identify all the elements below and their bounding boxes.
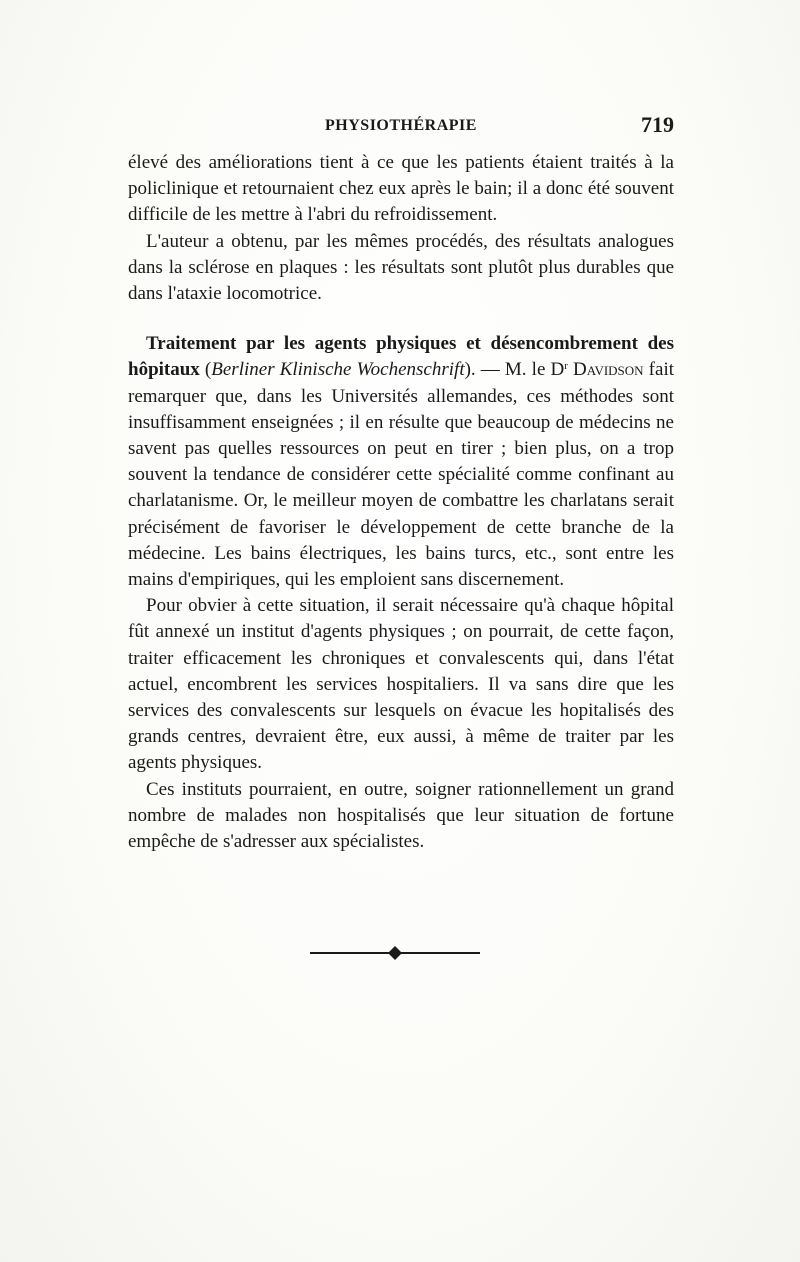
paragraph-4: Pour obvier à cette situation, il serait nécessaire qu'à chaque hôpital fût annexé un institut d'agents physiques ; on pourrait, de cette façon, traiter efficacement les chroniques et convalescents qui, dans l'état actuel, encombrent les services hospitaliers. Il va sans dire que les services des convalescents sur lesquels on évacue les hopitalisés des grands centres, devraient être, eux aussi, à même de traiter par les agents physiques. xyxy=(128,595,674,774)
source-open-paren: ( xyxy=(199,359,212,381)
author-name: Davidson xyxy=(567,359,644,381)
running-title: PHYSIOTHÉRAPIE xyxy=(325,117,477,134)
dr-superscript: r xyxy=(564,360,568,373)
diamond-rule-icon xyxy=(310,943,480,963)
page-number: 719 xyxy=(641,112,674,137)
paragraph-1: élevé des améliorations tient à ce que les patients étaient traités à la policlinique et retournaient chez eux après le bain; il a donc été souvent difficile de les mettre à l'abri du refroidissement. xyxy=(128,152,674,226)
paragraph-2: L'auteur a obtenu, par les mêmes procédés, des résultats analogues dans la sclérose en plaques : les résultats sont plutôt plus durables que dans l'ataxie locomotrice. xyxy=(128,230,674,305)
section-title: Traitement par les agents physiques et désencombrement des hôpitaux xyxy=(128,333,674,381)
source-journal: Berliner Klinische Wochenschrift xyxy=(211,359,465,381)
paragraph-5: Ces instituts pourraient, en outre, soigner rationnellement un grand nombre de malades non hospitalisés que leur situation de fortune empêche de s'adresser aux spécialistes. xyxy=(128,778,674,853)
body-text xyxy=(128,150,674,855)
source-close: ). — M. le D xyxy=(464,359,565,381)
page-header xyxy=(128,112,674,141)
paragraph-3 xyxy=(128,331,674,593)
paragraph-3-body: fait remarquer que, dans les Universités allemandes, ces méthodes sont insuffisamment enseignées ; il en résulte que beaucoup de médecins ne savent pas quelles ressources on peut en tirer ; bien plus, on a trop souvent la tendance de considérer cette spécialité comme confinant au charlatanisme. Or, le meilleur moyen de combattre les charlatans serait précisément de favoriser le développement de cette branche de la médecine. Les bains électriques, les bains turcs, etc., sont entre les mains d'empiriques, qui les emploient sans discernement. xyxy=(128,359,674,591)
